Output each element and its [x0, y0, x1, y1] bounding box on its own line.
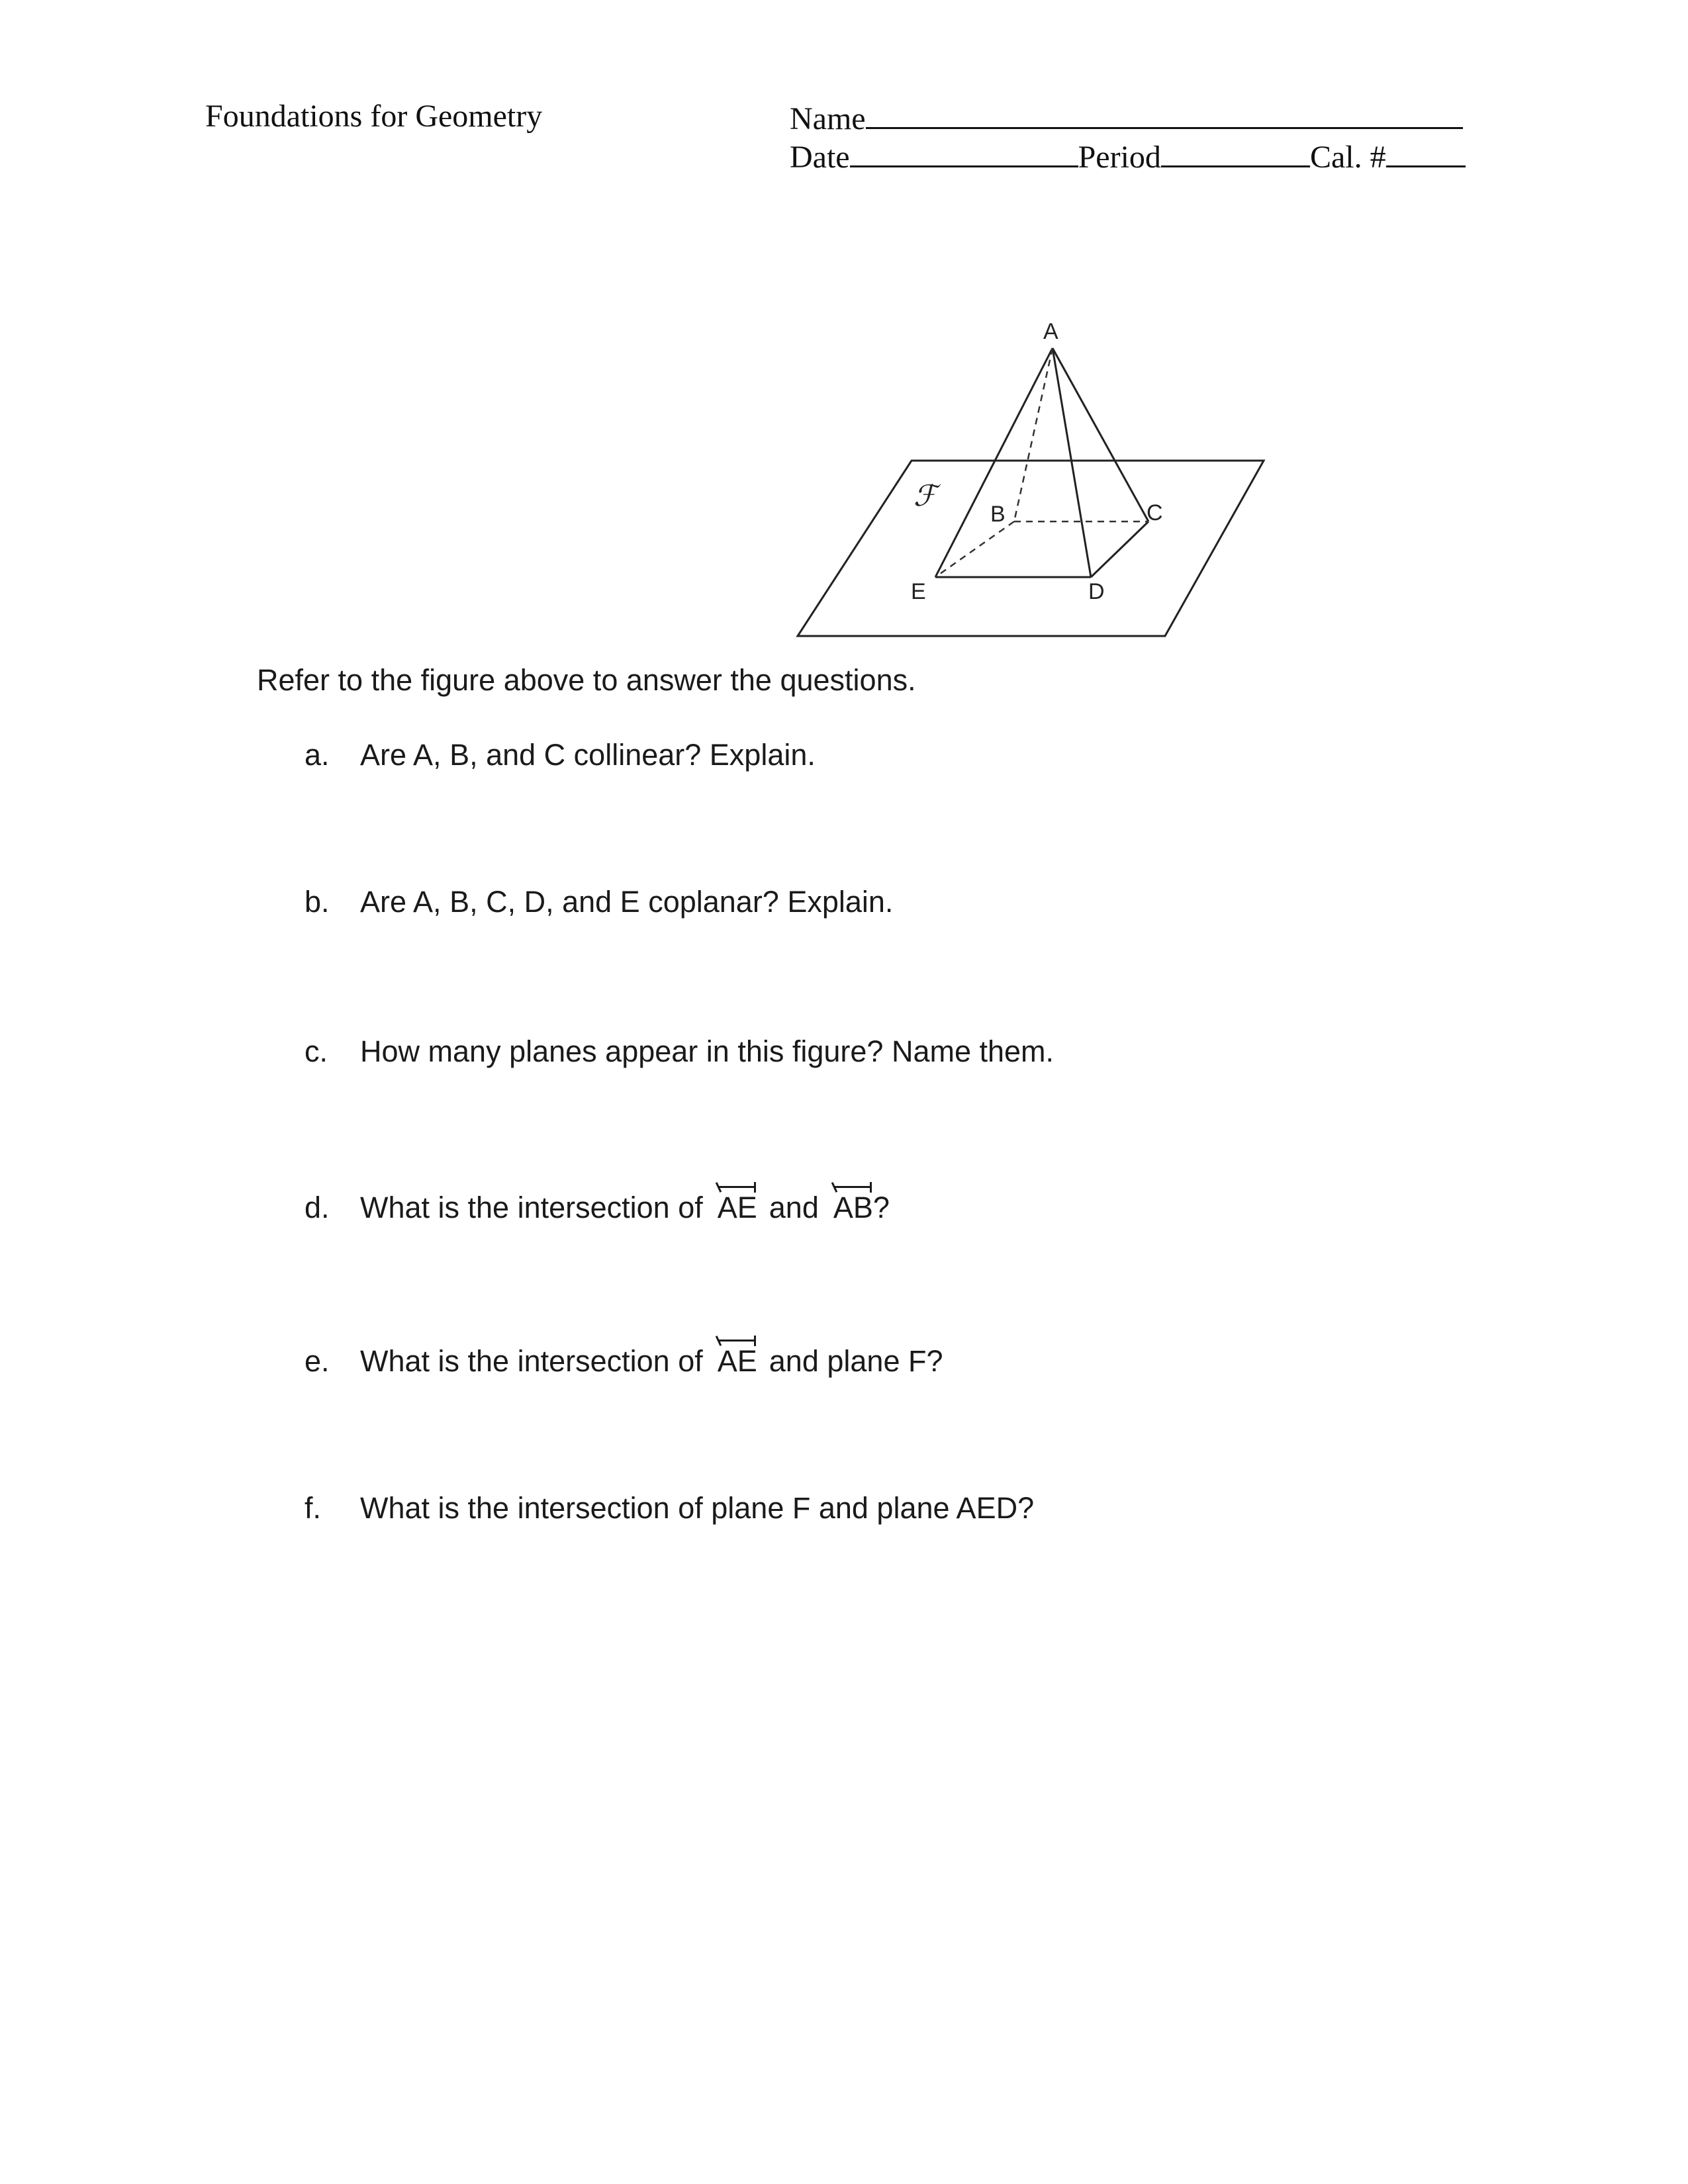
question-text: Are A, B, and C collinear? Explain.	[360, 738, 816, 772]
question-letter: f.	[305, 1491, 322, 1525]
question-text: and plane F?	[769, 1344, 943, 1378]
cal-field[interactable]	[1386, 139, 1466, 167]
period-field[interactable]	[1161, 139, 1310, 167]
point-label-b: B	[990, 502, 1006, 527]
edge-ac	[1053, 348, 1149, 522]
cal-label: Cal. #	[1309, 140, 1386, 175]
name-label: Name	[790, 101, 866, 136]
question-text: ?	[872, 1191, 890, 1224]
segment-bar-icon	[719, 1186, 755, 1188]
date-label: Date	[790, 140, 850, 175]
date-field[interactable]	[850, 139, 1078, 167]
hidden-edge-ab	[1014, 348, 1053, 522]
question-b	[305, 887, 893, 917]
date-period-line	[790, 139, 1466, 173]
point-label-e: E	[911, 579, 926, 604]
point-label-c: C	[1147, 500, 1163, 525]
question-letter: c.	[305, 1034, 328, 1068]
segment-ab: AB	[833, 1190, 873, 1222]
question-a	[305, 740, 816, 770]
question-d	[305, 1190, 890, 1222]
question-letter: a.	[305, 738, 330, 772]
question-e	[305, 1343, 943, 1376]
question-text: What is the intersection of	[360, 1344, 703, 1378]
question-text: Are A, B, C, D, and E coplanar? Explain.	[360, 885, 894, 919]
plane-f-outline	[798, 461, 1264, 636]
point-label-d: D	[1088, 579, 1105, 604]
segment-ae: AE	[718, 1343, 757, 1376]
instructions: Refer to the figure above to answer the questions.	[257, 663, 916, 697]
name-line	[790, 101, 1463, 135]
name-field[interactable]	[866, 101, 1463, 129]
question-letter: d.	[305, 1191, 330, 1224]
plane-label-f: ℱ	[914, 479, 937, 513]
question-text: How many planes appear in this figure? Name them.	[360, 1034, 1055, 1068]
hidden-edge-be	[935, 522, 1014, 577]
segment-bar-icon	[835, 1186, 870, 1188]
segment-ae: AE	[718, 1190, 757, 1222]
question-text: What is the intersection of	[360, 1191, 703, 1224]
question-text: and	[769, 1191, 819, 1224]
edge-dc	[1091, 522, 1149, 577]
edge-ad	[1053, 348, 1091, 577]
course-title: Foundations for Geometry	[205, 99, 543, 134]
question-f	[305, 1493, 1034, 1523]
edge-ae	[935, 348, 1053, 577]
segment-bar-icon	[719, 1340, 755, 1342]
question-c	[305, 1036, 1054, 1066]
question-letter: e.	[305, 1344, 330, 1378]
point-label-a: A	[1043, 319, 1058, 344]
period-label: Period	[1078, 140, 1161, 175]
question-text: What is the intersection of plane F and plane AED?	[360, 1491, 1035, 1525]
question-letter: b.	[305, 885, 330, 919]
